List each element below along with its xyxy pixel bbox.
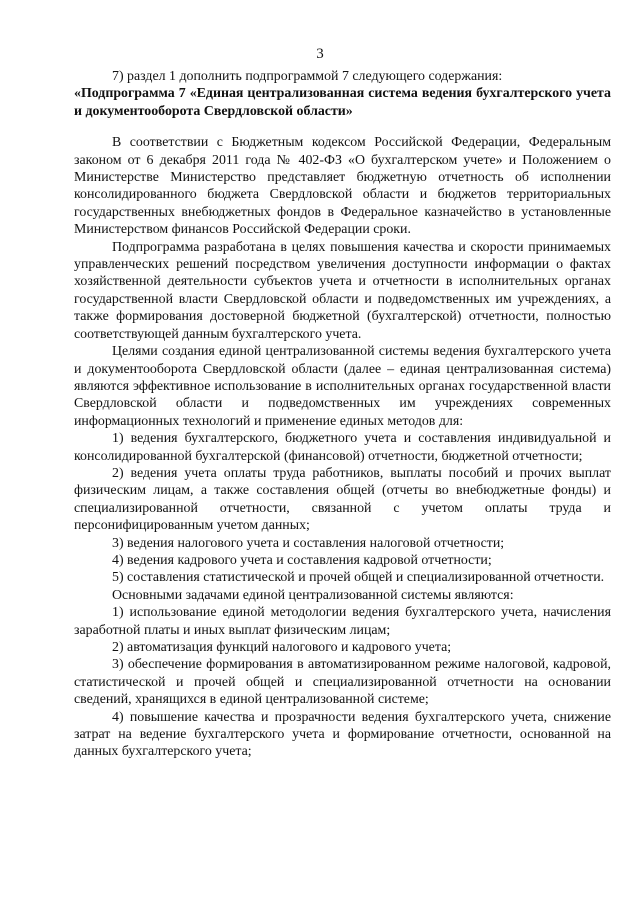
goal-item-4: 4) ведения кадрового учета и составления кадровой отчетности; — [112, 552, 492, 568]
task-item-3: 3) обеспечение формирования в автоматизированном режиме налоговой, кадровой, статистической и прочей общей и специализированной отчетности на основании сведений, хранящихся в единой централизованной системе; — [74, 657, 611, 708]
goal-item-3: 3) ведения налогового учета и составления налоговой отчетности; — [112, 535, 505, 551]
paragraph-tasks: Основными задачами единой централизованной системы являются: — [112, 587, 514, 603]
document-body — [74, 68, 611, 761]
goal-item-5: 5) составления статистической и прочей общей и специализированной отчетности. — [112, 570, 605, 586]
task-item-2: 2) автоматизация функций налогового и кадрового учета; — [112, 640, 452, 655]
task-item-1: 1) использование единой методологии ведения бухгалтерского учета, начисления заработной платы и иных выплат физическим лицам; — [74, 605, 611, 638]
paragraph-purpose: Подпрограмма разработана в целях повышения качества и скорости принимаемых управленческих решений посредством увеличения доступности информации о фактах хозяйственной деятельности субъектов учета и отчетности в исполнительных органах государственной власти Свердловской области и подведомственных им учреждениях, а также формирования достоверной бюджетной (бухгалтерской) отчетности, полностью соответствующей данным бухгалтерского учета. — [74, 239, 611, 342]
paragraph-goals: Целями создания единой централизованной системы ведения бухгалтерского учета и документооборота Свердловской области (далее – единая централизованная система) являются эффективное использование в исполнительных органах государственной власти Свердловской области и подведомственных им учреждениях современных информационных технологий и применение единых методов для: — [74, 344, 611, 429]
spacer — [74, 120, 611, 134]
task-item-4: 4) повышение качества и прозрачности ведения бухгалтерского учета, снижение затрат на ведение бухгалтерского учета и формирование отчетности, основанной на данных бухгалтерского учета; — [74, 709, 611, 760]
intro-line: 7) раздел 1 дополнить подпрограммой 7 следующего содержания: — [112, 69, 503, 84]
goal-item-1: 1) ведения бухгалтерского, бюджетного учета и составления индивидуальной и консолидированной бухгалтерской (финансовой) отчетности, бюджетной отчетности; — [74, 431, 611, 464]
paragraph-legal-basis: В соответствии с Бюджетным кодексом Российской Федерации, Федеральным законом от 6 декабря 2011 года № 402-ФЗ «О бухгалтерском учете» и Положением о Министерстве Министерство представляет бюджетную отчетность об исполнении консолидированного бюджета Свердловской области и бюджетов территориальных государственных внебюджетных фондов в Федеральное казначейство в установленные Министерством финансов Российской Федерации сроки. — [74, 135, 611, 238]
goal-item-2: 2) ведения учета оплаты труда работников, выплаты пособий и прочих выплат физическим лицам, а также составления общей (отчеты во внебюджетные фонды) и специализированной отчетности, связанной с учетом оплаты труда и персонифицированным учетом данных; — [74, 465, 611, 534]
page-number: 3 — [316, 46, 324, 62]
subprogram-heading: «Подпрограмма 7 «Единая централизованная система ведения бухгалтерского учета и документооборота Свердловской области» — [74, 86, 611, 119]
